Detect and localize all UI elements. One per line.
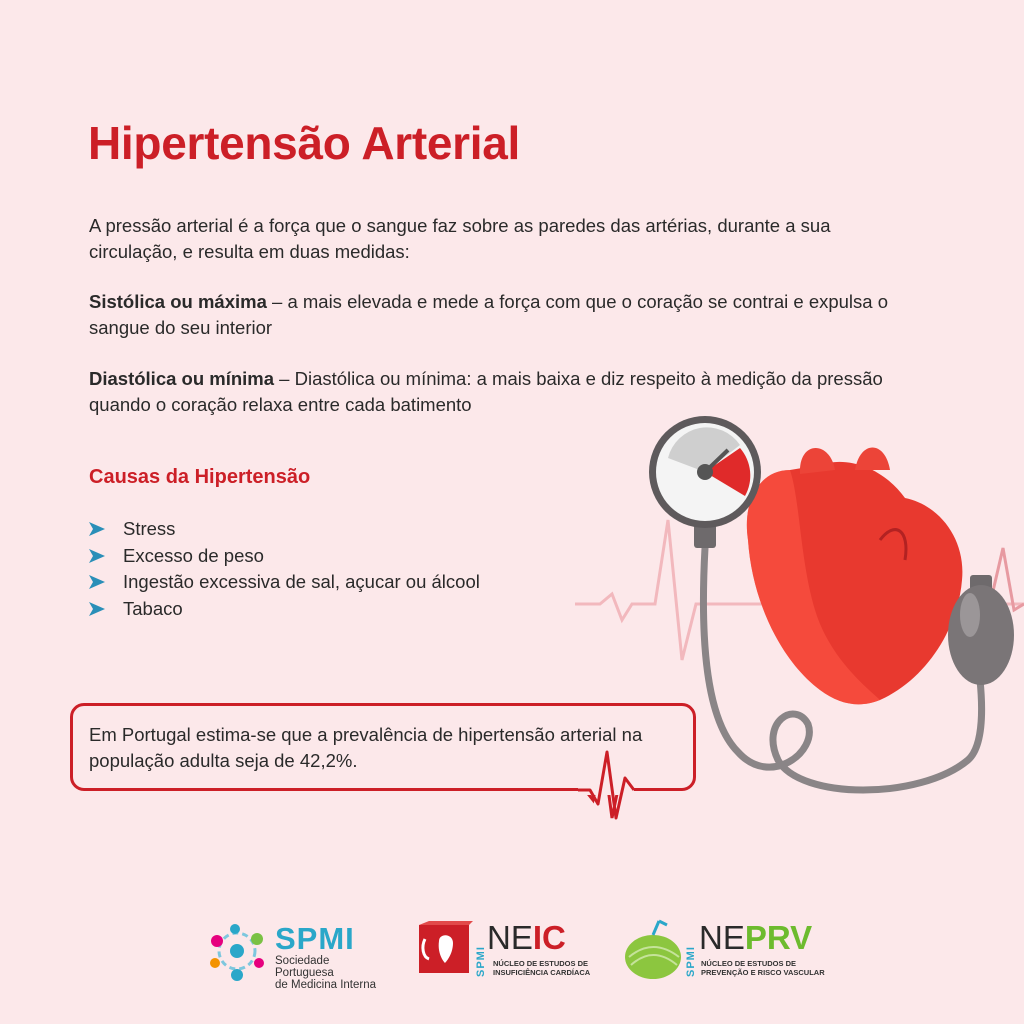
neprv-name-b: PRV [744,919,813,956]
neic-subtitle-line2: INSUFICIÊNCIA CARDÍACA [493,967,591,977]
neic-name-b: IC [532,919,566,956]
neic-subtitle [493,960,590,977]
cause-label: Excesso de peso [123,544,264,566]
neic-logo [417,915,617,985]
spmi-wordmark: SPMI [275,921,355,956]
arrow-bullet-icon [89,575,105,589]
neic-spmi-prefix: SPMI [475,946,487,977]
diastolic-term: Diastólica ou mínima [89,368,275,389]
neprv-name-a: NE [699,919,745,956]
spmi-emblem-icon [205,919,269,983]
neprv-wordmark [699,919,812,957]
arrow-bullet-icon [89,549,105,563]
prevalence-text: Em Portugal estima-se que a prevalência de hipertensão arterial na população adulta seja de 42,2%. [89,724,643,771]
spmi-logo [205,915,385,991]
diastolic-paragraph [89,366,889,418]
green-apple-icon [623,917,687,981]
diastolic-text: – Diastólica ou mínima: a mais baixa e diz respeito à medição da pressão quando o coração relaxa entre cada batimento [89,368,883,415]
systolic-text: – a mais elevada e mede a força com que o coração se contrai e expulsa o sangue do seu interior [89,291,889,338]
arrow-bullet-icon [89,522,105,536]
neprv-spmi-prefix: SPMI [685,946,697,977]
heart-cube-icon [417,921,473,977]
arrow-bullet-icon [89,602,105,616]
intro-paragraph: A pressão arterial é a força que o sangue faz sobre as paredes das artérias, durante a sua circulação, e resulta em duas medidas: [89,215,831,262]
spmi-subtitle [275,955,385,991]
systolic-paragraph [89,289,889,341]
list-item [89,596,480,623]
neprv-subtitle-line2: PREVENÇÃO E RISCO VASCULAR [701,967,825,977]
causes-list [89,516,480,622]
list-item [89,543,480,570]
page-title: Hipertensão Arterial [88,117,520,169]
neprv-logo [623,915,833,985]
neic-name-a: NE [487,919,533,956]
causes-heading: Causas da Hipertensão [89,466,311,488]
systolic-term: Sistólica ou máxima [89,291,267,312]
neic-subtitle-line1: NÚCLEO DE ESTUDOS DE [493,959,589,968]
pump-bulb [948,585,1014,685]
list-item [89,569,480,596]
spmi-subtitle-line1: Sociedade Portuguesa [275,955,334,979]
cause-label: Ingestão excessiva de sal, açucar ou álcool [123,571,480,592]
neprv-subtitle-line1: NÚCLEO DE ESTUDOS DE [701,959,797,968]
neic-wordmark [487,919,566,957]
partner-logos [205,915,825,991]
list-item [89,516,480,543]
neprv-subtitle [701,960,825,977]
spmi-subtitle-line2: de Medicina Interna [275,979,377,991]
cause-label: Stress [123,518,176,539]
cause-label: Tabaco [123,597,183,619]
